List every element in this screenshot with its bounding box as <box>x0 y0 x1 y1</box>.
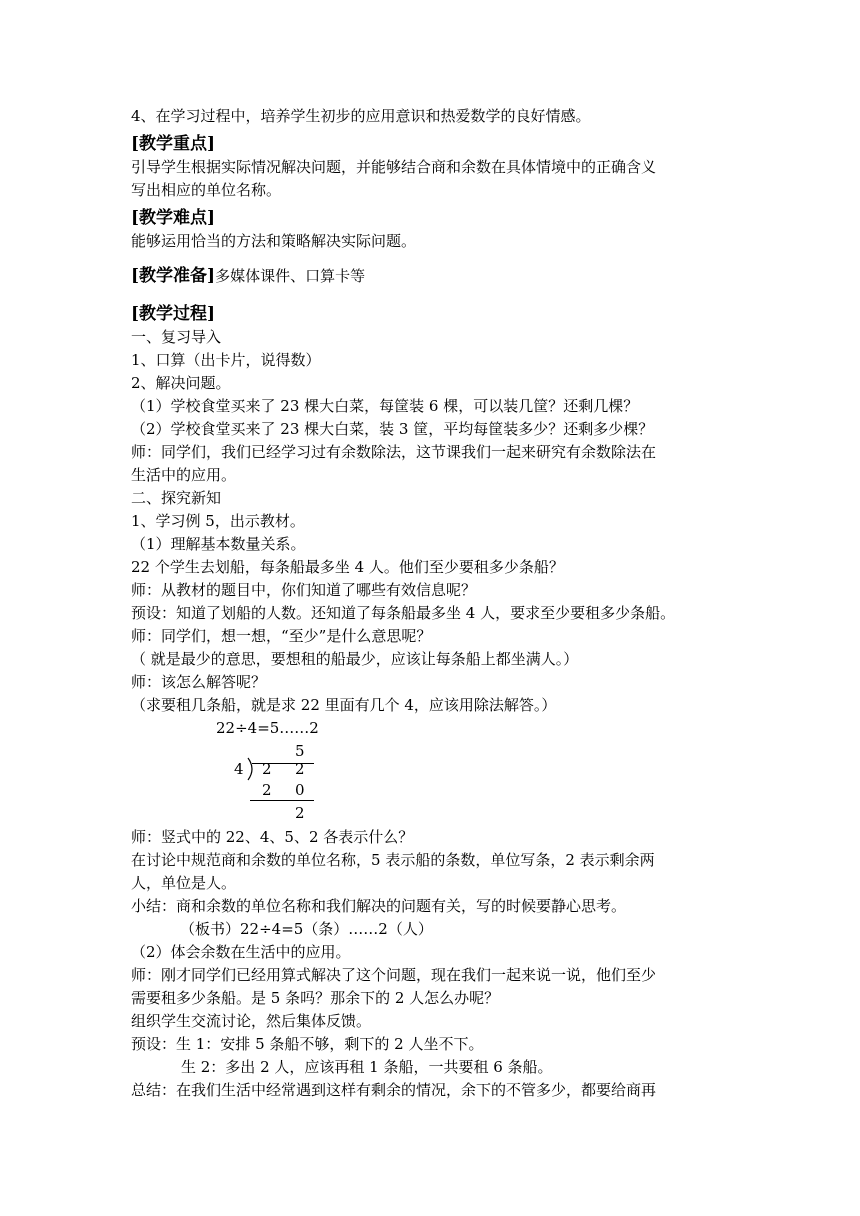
heading-preparation-label: [教学准备] <box>131 266 216 286</box>
expected-answer-3: （求要租几条船，就是求 22 里面有几个 4，应该用除法解答。） <box>131 696 557 714</box>
dividend-tens: 2 <box>262 760 272 778</box>
expected-answer-1: 预设：知道了划船的人数。还知道了每条船最多坐 4 人，要求至少要租多少条船。 <box>131 604 676 622</box>
section-explore: 二、探究新知 <box>131 489 222 507</box>
teacher-question-4: 师：竖式中的 22、4、5、2 各表示什么？ <box>131 828 414 846</box>
quotient-digit: 5 <box>295 742 305 760</box>
difficulties-text: 能够运用恰当的方法和策略解决实际问题。 <box>131 232 417 250</box>
section-review: 一、复习导入 <box>131 328 222 346</box>
teacher-question-5b: 需要租多少条船。是 5 条吗？那余下的 2 人怎么办呢？ <box>131 989 500 1007</box>
division-subtract-bar <box>250 800 314 801</box>
summary-1: 小结：商和余数的单位名称和我们解决的问题有关，写的时候要静心思考。 <box>131 897 627 915</box>
board-writing: （板书）22÷4=5（条）……2（人） <box>180 920 433 938</box>
teacher-question-1: 师：从教材的题目中，你们知道了哪些有效信息呢？ <box>131 581 477 599</box>
step-1-title: （1）理解基本数量关系。 <box>131 535 306 553</box>
teacher-intro-2: 生活中的应用。 <box>131 466 237 484</box>
step-2-title: （2）体会余数在生活中的应用。 <box>131 943 351 961</box>
problem-2: （2）学校食堂买来了 23 棵大白菜，装 3 筐，平均每筐装多少？还剩多少棵？ <box>131 420 654 438</box>
review-problems: 2、解决问题。 <box>131 374 231 392</box>
group-discussion: 组织学生交流讨论，然后集体反馈。 <box>131 1012 372 1030</box>
dividend-ones: 2 <box>295 760 305 778</box>
product-tens: 2 <box>262 781 272 799</box>
heading-key-points: [教学重点] <box>131 134 216 154</box>
heading-difficulties: [教学难点] <box>131 208 216 228</box>
key-points-text-2: 写出相应的单位名称。 <box>131 181 282 199</box>
divisor-digit: 4 <box>234 760 244 778</box>
boat-problem: 22 个学生去划船，每条船最多坐 4 人。他们至少要租多少条船？ <box>131 558 564 576</box>
teacher-question-2: 师：同学们，想一想，“至少”是什么意思呢？ <box>131 627 432 645</box>
problem-1: （1）学校食堂买来了 23 棵大白菜，每筐装 6 棵，可以装几筐？还剩几棵？ <box>131 397 639 415</box>
example-5: 1、学习例 5，出示教材。 <box>131 512 305 530</box>
key-points-text-1: 引导学生根据实际情况解决问题，并能够结合商和余数在具体情境中的正确含义 <box>131 158 657 176</box>
expected-student-2: 生 2：多出 2 人，应该再租 1 条船，一共要租 6 条船。 <box>181 1058 553 1076</box>
discussion-2: 人，单位是人。 <box>131 874 237 892</box>
division-bracket <box>245 756 257 782</box>
product-ones: 0 <box>295 781 305 799</box>
teacher-question-3: 师：该怎么解答呢？ <box>131 673 267 691</box>
expected-answer-2: （ 就是最少的意思，要想租的船最少，应该让每条船上都坐满人。） <box>131 650 579 668</box>
teacher-question-5a: 师：刚才同学们已经用算式解决了这个问题，现在我们一起来说一说，他们至少 <box>131 966 657 984</box>
remainder-digit: 2 <box>295 804 305 822</box>
division-equation: 22÷4=5……2 <box>216 719 319 737</box>
teacher-intro-1: 师：同学们，我们已经学习过有余数除法，这节课我们一起来研究有余数除法在 <box>131 443 657 461</box>
review-oral: 1、口算（出卡片，说得数） <box>131 351 321 369</box>
expected-student-1: 预设：生 1：安排 5 条船不够，剩下的 2 人坐不下。 <box>131 1035 484 1053</box>
preparation-text: 多媒体课件、口算卡等 <box>215 267 366 285</box>
final-summary: 总结：在我们生活中经常遇到这样有剩余的情况，余下的不管多少，都要给商再 <box>131 1081 657 1099</box>
objective-4: 4、在学习过程中，培养学生初步的应用意识和热爱数学的良好情感。 <box>131 107 591 125</box>
heading-process: [教学过程] <box>131 304 216 324</box>
discussion-1: 在讨论中规范商和余数的单位名称，5 表示船的条数，单位写条，2 表示剩余两 <box>131 851 655 869</box>
heading-preparation <box>131 264 365 288</box>
